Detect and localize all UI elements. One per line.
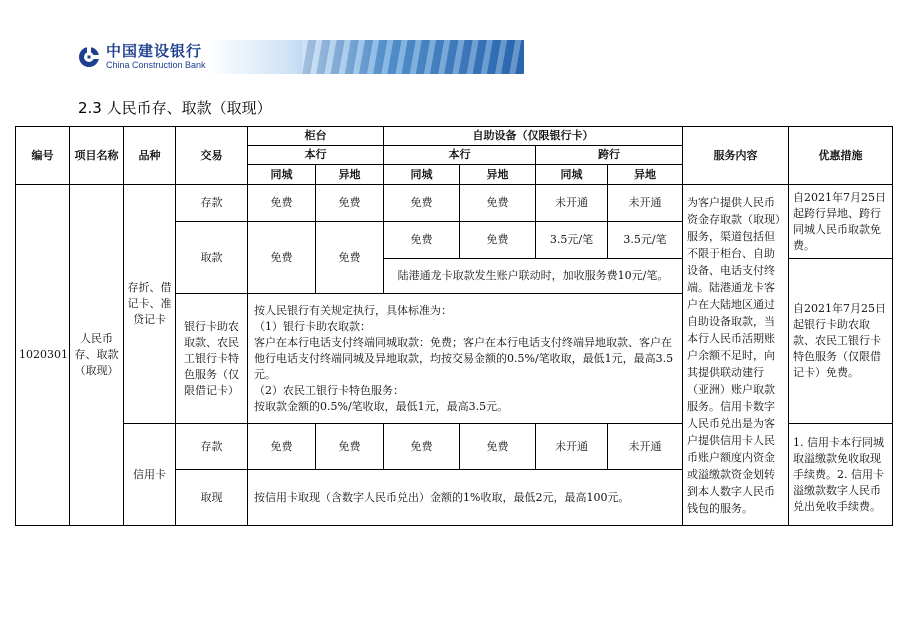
header-other-city: 异地 (608, 165, 683, 185)
header-same-city: 同城 (536, 165, 608, 185)
cell-value: 未开通 (608, 185, 683, 222)
cell-value: 免费 (248, 185, 316, 222)
cell-code: 1020301 (16, 185, 70, 526)
cell-agri-rules (248, 294, 683, 424)
cell-variety-credit: 信用卡 (124, 424, 176, 526)
cell-value: 未开通 (608, 424, 683, 470)
header-other-city: 异地 (460, 165, 536, 185)
cell-value: 3.5元/笔 (608, 222, 683, 259)
header-self-service: 自助设备（仅限银行卡） (384, 127, 683, 146)
cell-service: 为客户提供人民币资金存取款（取现）服务，渠道包括但不限于柜台、自助设备、电话支付终端。陆港通龙卡客户在大陆地区通过自助设备取款，当本行人民币活期账户余额不足时，向其提供联动建行（亚洲）账户取款服务。信用卡数字人民币兑出是为客户提供信用卡人民币账户额度内资金或溢缴款资金划转到本人数字人民币钱包的服务。 (683, 185, 789, 526)
cell-value: 免费 (384, 424, 460, 470)
cell-transaction: 存款 (176, 185, 248, 222)
cell-value: 未开通 (536, 424, 608, 470)
rule-line: （1）银行卡助农取款： (254, 319, 371, 333)
cell-value: 免费 (384, 222, 460, 259)
header-code: 编号 (16, 127, 70, 185)
section-title: 2.3 人民币存、取款（取现） (78, 99, 272, 117)
header-other-city: 异地 (316, 165, 384, 185)
cell-value: 免费 (248, 424, 316, 470)
cell-variety-passbook: 存折、借记卡、准贷记卡 (124, 185, 176, 424)
cell-value: 未开通 (536, 185, 608, 222)
cell-value: 免费 (460, 222, 536, 259)
cell-value: 免费 (384, 185, 460, 222)
header-promotion: 优惠措施 (789, 127, 893, 185)
cell-promo-3: 1. 信用卡本行同城取溢缴款免收取现手续费。2. 信用卡溢缴款数字人民币兑出免收手续费。 (789, 424, 893, 526)
header-item-name: 项目名称 (70, 127, 124, 185)
cell-value: 免费 (248, 222, 316, 294)
header-same-city: 同城 (384, 165, 460, 185)
header-self-same-bank: 本行 (384, 146, 536, 165)
header-counter-same-bank: 本行 (248, 146, 384, 165)
cell-transaction: 存款 (176, 424, 248, 470)
cell-transaction: 取款 (176, 222, 248, 294)
rule-line: 按人民银行有关规定执行，具体标准为： (254, 303, 452, 317)
fee-table (15, 126, 893, 526)
logo-english-name: China Construction Bank (106, 60, 206, 70)
cell-value: 免费 (316, 185, 384, 222)
header-row-1 (16, 127, 893, 146)
banner-graphic (302, 40, 524, 74)
cell-hk-note: 陆港通龙卡取款发生账户联动时，加收服务费10元/笔。 (384, 259, 683, 294)
rule-line: 客户在本行电话支付终端同城取款：免费；客户在本行电话支付终端异地取款、客户在他行电话支付终端同城及异地取款，均按交易金额的0.5%/笔收取，最低1元，最高3.5元。 (254, 335, 674, 381)
cell-transaction: 取现 (176, 470, 248, 526)
header-same-city: 同城 (248, 165, 316, 185)
rule-line: 按取款金额的0.5%/笔收取，最低1元，最高3.5元。 (254, 399, 509, 413)
header-service: 服务内容 (683, 127, 789, 185)
cell-value: 免费 (460, 185, 536, 222)
logo-chinese-name: 中国建设银行 (106, 42, 203, 60)
rule-line: （2）农民工银行卡特色服务： (254, 383, 404, 397)
header-transaction: 交易 (176, 127, 248, 185)
cell-value: 免费 (460, 424, 536, 470)
cell-promo-1: 自2021年7月25日起跨行异地、跨行同城人民币取款免费。 (789, 185, 893, 259)
cell-credit-note: 按信用卡取现（含数字人民币兑出）金额的1%收取，最低2元，最高100元。 (248, 470, 683, 526)
cell-item-name: 人民币存、取款（取现） (70, 185, 124, 526)
bank-logo (78, 44, 206, 70)
cell-promo-2: 自2021年7月25日起银行卡助农取款、农民工银行卡特色服务（仅限借记卡）免费。 (789, 259, 893, 424)
table-row (16, 185, 893, 222)
bank-banner (72, 40, 524, 74)
cell-transaction: 银行卡助农取款、农民工银行卡特色服务（仅限借记卡） (176, 294, 248, 424)
cell-value: 免费 (316, 222, 384, 294)
cell-value: 免费 (316, 424, 384, 470)
cell-value: 3.5元/笔 (536, 222, 608, 259)
header-self-cross-bank: 跨行 (536, 146, 683, 165)
header-variety: 品种 (124, 127, 176, 185)
header-counter: 柜台 (248, 127, 384, 146)
ccb-logo-icon (78, 46, 100, 68)
